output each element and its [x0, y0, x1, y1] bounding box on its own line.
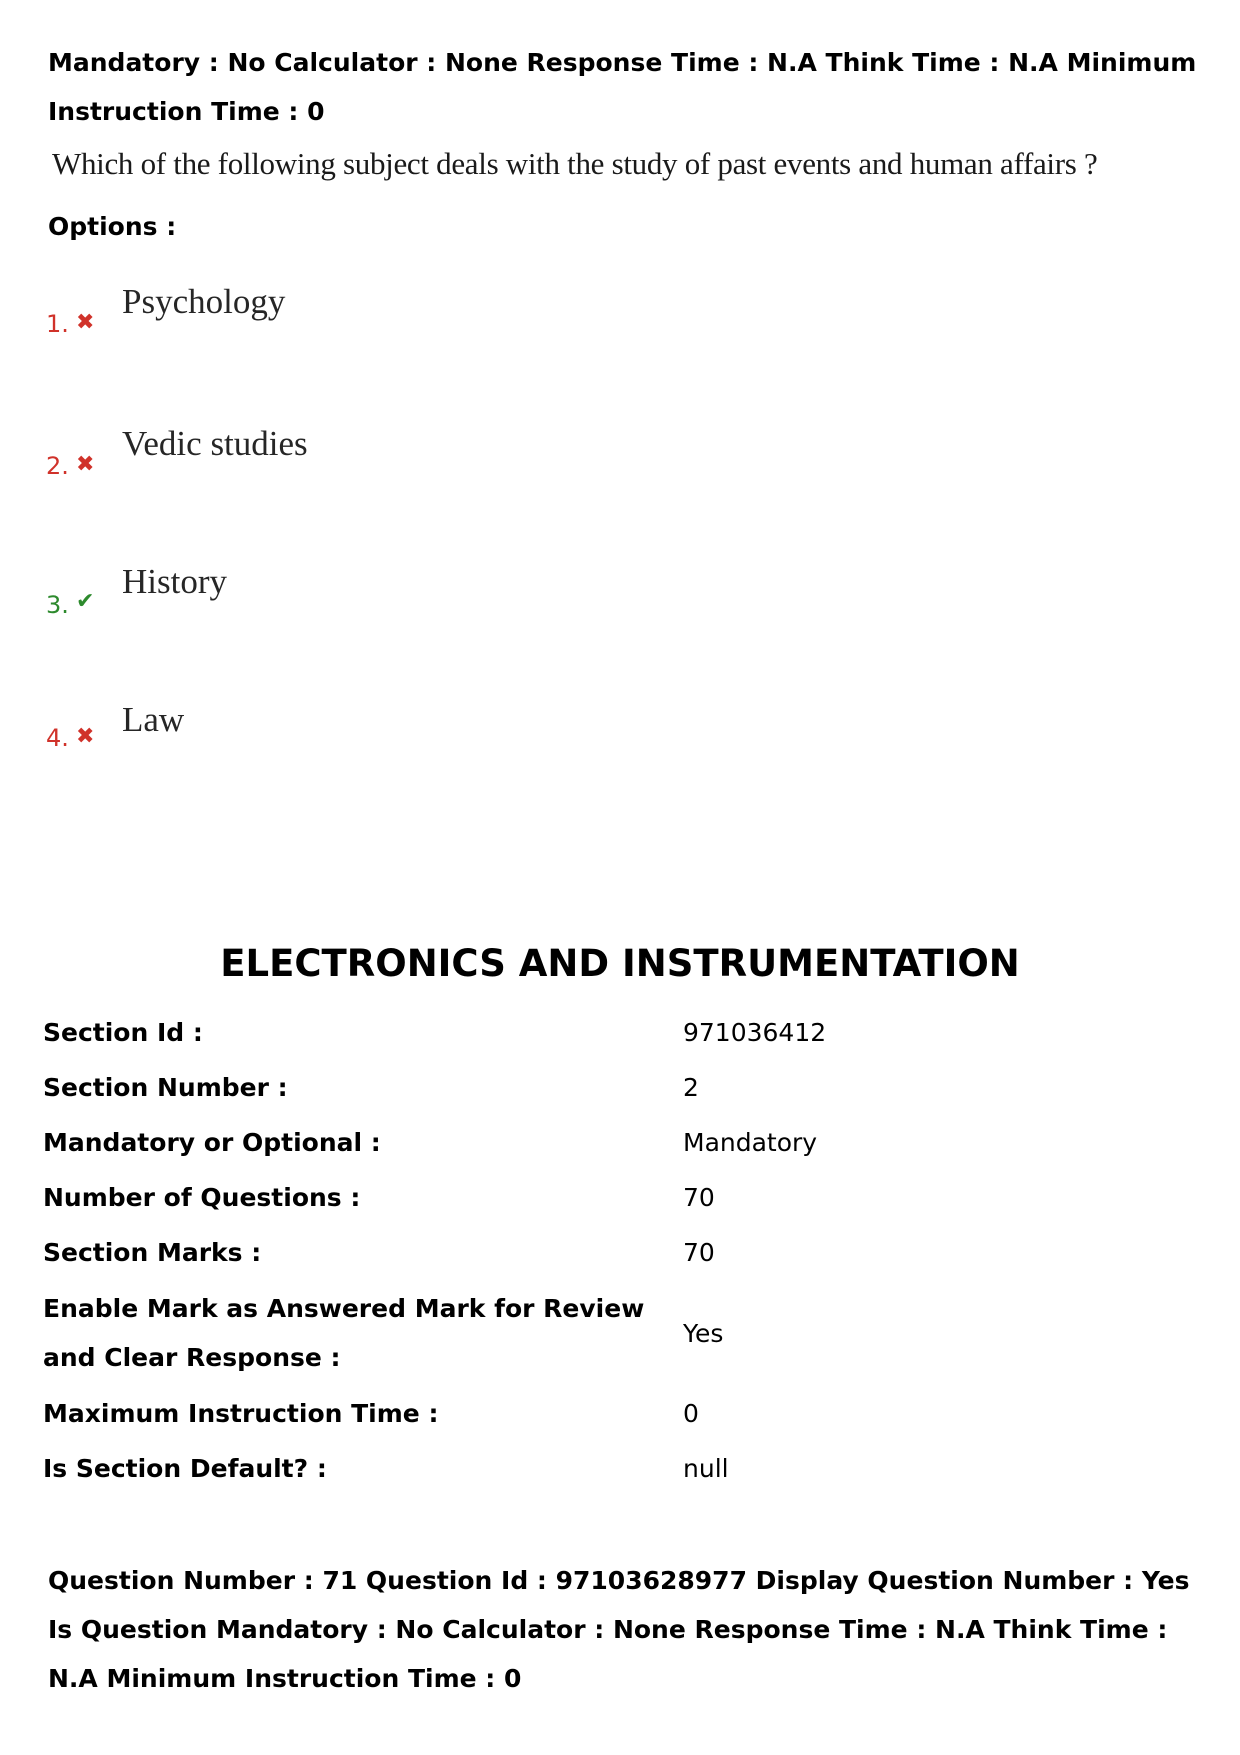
option-1 — [46, 282, 646, 362]
detail-label: Section Number : — [43, 1073, 288, 1102]
question-meta-info: Mandatory : No Calculator : None Response Time : N.A Think Time : N.A Minimum Instruction Time : 0 — [48, 48, 1197, 126]
option-text: Law — [122, 700, 185, 739]
option-text: Psychology — [122, 282, 286, 321]
option-text: History — [122, 562, 227, 601]
option-3 — [46, 562, 646, 642]
detail-value: 70 — [683, 1183, 715, 1212]
detail-row — [43, 1060, 1193, 1115]
detail-row — [43, 1170, 1193, 1225]
cross-icon: ✖ — [76, 310, 95, 335]
option-number: 4. — [46, 724, 69, 752]
cross-icon: ✖ — [76, 724, 95, 749]
option-number: 2. — [46, 452, 69, 480]
detail-value: null — [683, 1454, 729, 1483]
option-2 — [46, 424, 646, 504]
detail-value: Yes — [683, 1318, 724, 1348]
question-text: Which of the following subject deals with the study of past events and human affairs ? — [52, 146, 1098, 181]
detail-value: 70 — [683, 1238, 715, 1267]
detail-value: 971036412 — [683, 1018, 827, 1047]
option-number: 3. — [46, 591, 69, 619]
detail-label: Mandatory or Optional : — [43, 1128, 381, 1157]
detail-row — [43, 1115, 1193, 1170]
check-icon: ✔ — [76, 589, 95, 614]
cross-icon: ✖ — [76, 452, 95, 477]
detail-row — [43, 1386, 1193, 1441]
detail-value: Mandatory — [683, 1128, 818, 1157]
detail-row — [43, 1225, 1193, 1280]
options-label: Options : — [48, 212, 177, 241]
section-details — [43, 1005, 1193, 1496]
detail-label: Is Section Default? : — [43, 1454, 327, 1483]
option-number: 1. — [46, 310, 69, 338]
next-question-meta-info: Question Number : 71 Question Id : 97103628977 Display Question Number : Yes Is Question Mandatory : No Calculator : None Response Time : N.A Think Time : N.A Minimum Instruction Time : 0 — [48, 1566, 1190, 1693]
section-title: ELECTRONICS AND INSTRUMENTATION — [220, 942, 1020, 985]
detail-row — [43, 1005, 1193, 1060]
option-text: Vedic studies — [122, 424, 308, 463]
detail-value: 2 — [683, 1073, 699, 1102]
detail-label: Section Id : — [43, 1018, 203, 1047]
detail-row — [43, 1441, 1193, 1496]
detail-label: Enable Mark as Answered Mark for Review and Clear Response : — [43, 1294, 645, 1372]
detail-value: 0 — [683, 1399, 699, 1428]
detail-label: Number of Questions : — [43, 1183, 361, 1212]
detail-label: Section Marks : — [43, 1238, 262, 1267]
detail-row — [43, 1280, 1193, 1386]
option-4 — [46, 700, 646, 780]
detail-label: Maximum Instruction Time : — [43, 1399, 439, 1428]
